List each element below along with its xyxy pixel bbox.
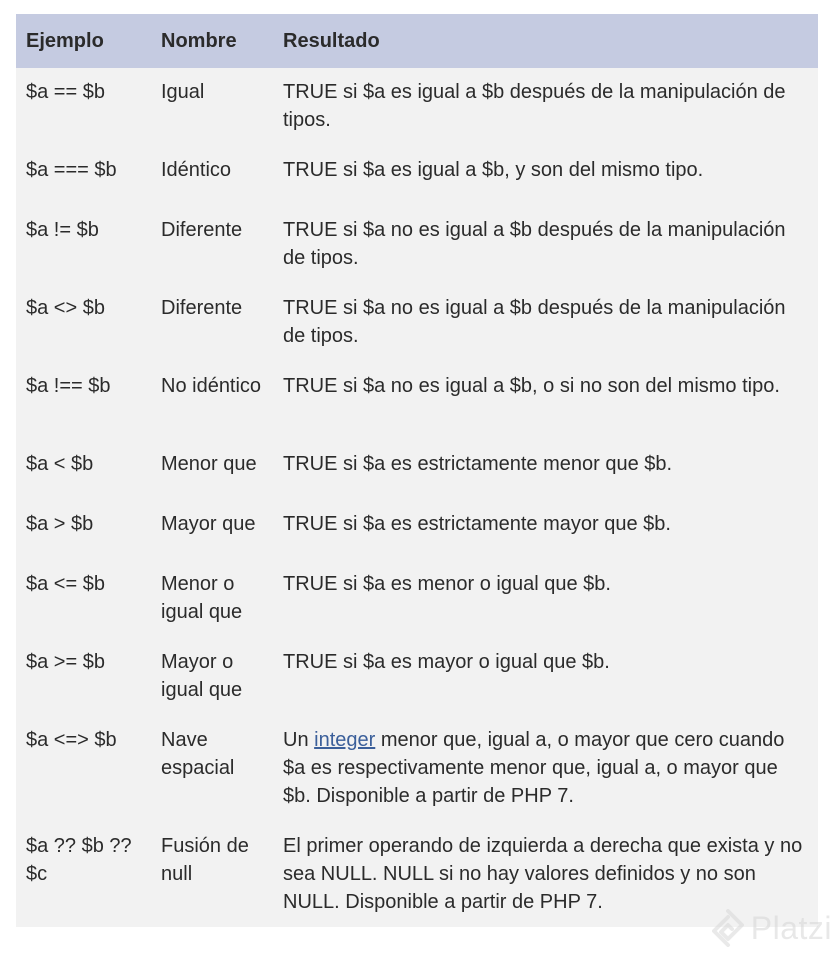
cell-name: Fusión de null <box>161 835 249 885</box>
cell-example: $a <=> $b <box>26 729 117 751</box>
cell-result <box>273 716 818 822</box>
column-header-example: Ejemplo <box>26 29 104 52</box>
cell-name: Igual <box>161 81 205 103</box>
cell-example: $a <> $b <box>26 297 105 319</box>
table-row <box>16 206 818 284</box>
cell-result: TRUE si $a no es igual a $b después de la manipulación de tipos. <box>283 219 786 269</box>
cell-name: Menor o igual que <box>161 573 243 623</box>
integer-link[interactable]: integer <box>314 729 376 751</box>
cell-name: No idéntico <box>161 375 262 397</box>
cell-example: $a <= $b <box>26 573 105 595</box>
cell-name: Mayor que <box>161 513 256 535</box>
table-header-row <box>16 14 818 68</box>
table-row <box>16 638 818 716</box>
cell-example: $a > $b <box>26 513 94 535</box>
comparison-operators-table <box>16 14 818 926</box>
cell-name: Mayor o igual que <box>161 651 243 701</box>
table-row <box>16 440 818 500</box>
cell-name: Idéntico <box>161 159 232 181</box>
cell-result: TRUE si $a no es igual a $b, o si no son del mismo tipo. <box>283 375 780 397</box>
cell-example: $a != $b <box>26 219 99 241</box>
table-row <box>16 560 818 638</box>
table-row <box>16 146 818 206</box>
column-header-result: Resultado <box>283 29 380 52</box>
cell-example: $a ?? $b ?? $c <box>26 835 132 885</box>
cell-example: $a !== $b <box>26 375 111 397</box>
cell-example: $a < $b <box>26 453 94 475</box>
table-row <box>16 500 818 560</box>
table-row <box>16 716 818 822</box>
table-row <box>16 362 818 440</box>
table-row <box>16 822 818 926</box>
cell-result: TRUE si $a es igual a $b después de la manipulación de tipos. <box>283 81 786 131</box>
cell-result: TRUE si $a es igual a $b, y son del mismo tipo. <box>283 159 704 181</box>
result-text-prefix: Un <box>283 729 315 751</box>
cell-name: Diferente <box>161 297 243 319</box>
cell-name: Menor que <box>161 453 257 475</box>
platzi-watermark <box>711 908 832 948</box>
cell-result: El primer operando de izquierda a derecha que exista y no sea NULL. NULL si no hay valores definidos y no son NULL. Disponible a partir de PHP 7. <box>283 835 803 913</box>
table-row <box>16 284 818 362</box>
cell-name: Diferente <box>161 219 243 241</box>
cell-result: TRUE si $a es mayor o igual que $b. <box>283 651 610 673</box>
cell-example: $a >= $b <box>26 651 105 673</box>
column-header-name: Nombre <box>161 29 237 52</box>
cell-result: TRUE si $a no es igual a $b después de la manipulación de tipos. <box>283 297 786 347</box>
result-text-suffix: menor que, igual a, o mayor que cero cuando $a es respectivamente menor que, igual a, o mayor que $b. Disponible a partir de PHP 7. <box>283 729 785 807</box>
cell-example: $a == $b <box>26 81 105 103</box>
comparison-operators-table-container <box>16 14 818 927</box>
platzi-logo-icon <box>711 908 745 948</box>
cell-result: TRUE si $a es estrictamente mayor que $b. <box>283 513 671 535</box>
cell-result: TRUE si $a es estrictamente menor que $b. <box>283 453 673 475</box>
table-row <box>16 68 818 146</box>
cell-example: $a === $b <box>26 159 117 181</box>
cell-result: TRUE si $a es menor o igual que $b. <box>283 573 611 595</box>
cell-name: Nave espacial <box>161 729 235 779</box>
platzi-watermark-text: Platzi <box>750 909 832 946</box>
